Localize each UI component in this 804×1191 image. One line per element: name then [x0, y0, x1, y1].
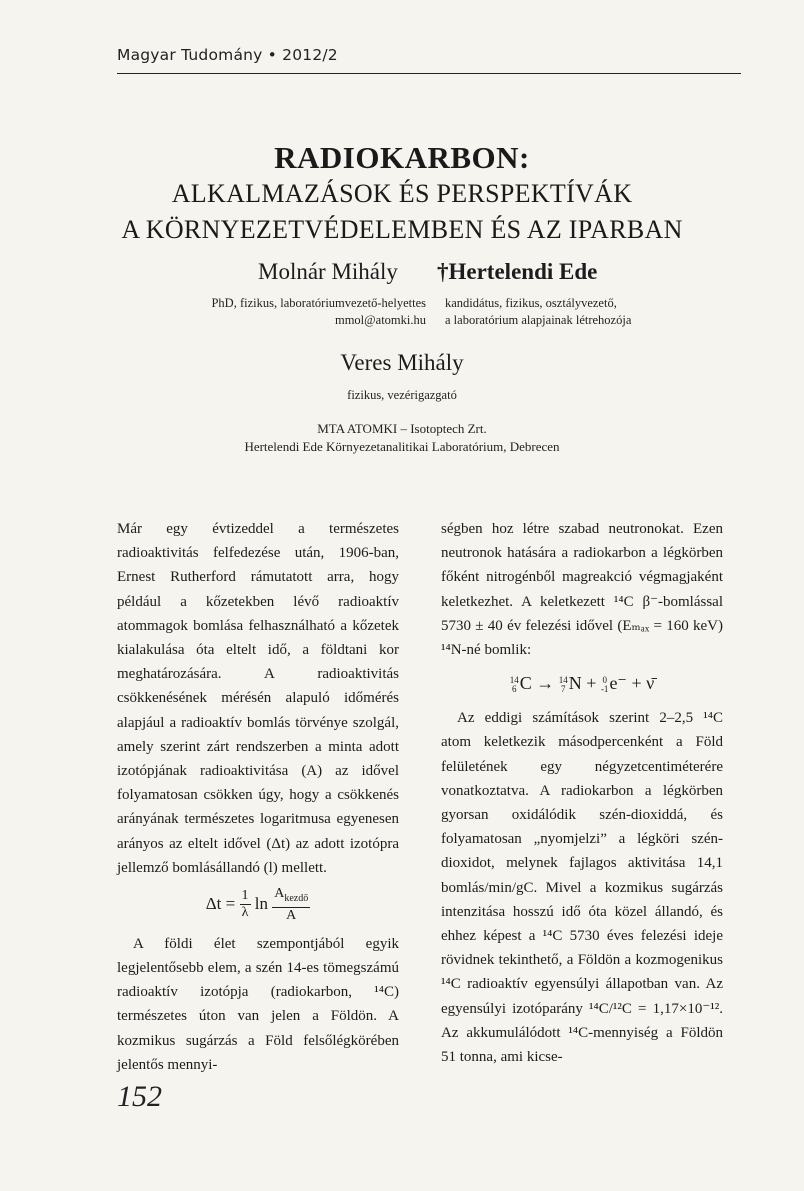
- affil-line: kandidátus, fizikus, osztályvezető,: [445, 296, 617, 310]
- title-line-2: ALKALMAZÁSOK ÉS PERSPEKTÍVÁK: [171, 179, 633, 208]
- paragraph: A földi élet szempontjából egyik legjelentősebb elem, a szén 14-es tömegszámú radioaktív izotópja (radiokarbon, ¹⁴C) természetes úton van jelen a Földön. A kozmikus sugárzás a Föld felsőlégkörében jelentős mennyi-: [117, 935, 399, 1073]
- institution-line-2: Hertelendi Ede Környezetanalitikai Laboratórium, Debrecen: [244, 439, 560, 454]
- mass-number: 14: [558, 675, 568, 686]
- nitrogen-symbol: N: [568, 673, 582, 694]
- title-line-1: RADIOKARBON:: [274, 140, 530, 175]
- decay-formula: [117, 886, 399, 924]
- fraction-activity: [272, 886, 310, 924]
- atomic-number: 7: [561, 684, 566, 695]
- arrow-icon: →: [536, 673, 555, 694]
- title-line-3: A KÖRNYEZETVÉDELEMBEN ÉS AZ IPARBAN: [121, 215, 683, 244]
- page-number: 152: [117, 1080, 162, 1113]
- antineutrino-symbol: ν̄: [646, 673, 655, 694]
- fraction-denominator: λ: [241, 905, 249, 921]
- author-name-molnar: Molnár Mihály: [258, 259, 398, 284]
- formula-lhs: Δt =: [205, 893, 236, 913]
- atomic-number: -1: [600, 684, 609, 695]
- affil-line: a laboratórium alapjainak létrehozója: [445, 313, 632, 327]
- isotope-index: [510, 676, 519, 694]
- mass-number: 14: [509, 675, 519, 686]
- paragraph: ségben hoz létre szabad neutronokat. Ezen neutronok hatására a radiokarbon a légkörben főként nitrogénből magreakció végmagjaként keletkezhet. A keletkezett ¹⁴C β⁻-bomlással 5730 ± 40 év felezési idővel (Eₘₐₓ = 160 keV) ¹⁴N-né bomlik:: [441, 521, 723, 659]
- institution: [0, 420, 804, 456]
- fraction-denominator: A: [286, 907, 297, 923]
- fraction-one-over-lambda: [240, 888, 251, 921]
- isotope-index: [559, 676, 568, 694]
- right-column: [441, 517, 723, 1069]
- ln-symbol: ln: [254, 893, 268, 913]
- plus-sign: +: [631, 673, 642, 694]
- mass-number: 0: [602, 675, 607, 686]
- article-title: [100, 140, 704, 248]
- header-rule: [117, 73, 741, 74]
- a-symbol: A: [274, 886, 285, 902]
- email: mmol@atomki.hu: [334, 313, 426, 327]
- author-affiliation-hertelendi: [445, 295, 631, 329]
- left-column: [117, 517, 399, 1077]
- author-name-veres: Veres Mihály: [340, 350, 464, 375]
- affil-line: PhD, fizikus, laboratóriumvezető-helyettes: [211, 296, 426, 310]
- isotope-index: [601, 676, 609, 694]
- institution-line-1: MTA ATOMKI – Isotoptech Zrt.: [317, 421, 487, 436]
- plus-sign: +: [586, 673, 597, 694]
- fraction-numerator: [272, 886, 310, 908]
- decay-equation: [441, 670, 723, 696]
- atomic-number: 6: [512, 684, 517, 695]
- a-subscript: kezdő: [284, 892, 309, 904]
- electron-symbol: e⁻: [609, 673, 627, 694]
- author-affiliation-molnar: [211, 295, 426, 329]
- fraction-numerator: 1: [241, 888, 249, 904]
- running-head: Magyar Tudomány • 2012/2: [117, 46, 338, 64]
- paragraph: Az eddigi számítások szerint 2–2,5 ¹⁴C atom keletkezik másodpercenként a Föld felületének egy négyzetcentiméterére vonatkoztatva. A radiokarbon a légkörben gyorsan oxidálódik szén-dioxiddá, és folyamatosan „nyomjelzi” a légköri szén-dioxidot, melynek fajlagos aktivitása 14,1 bomlás/min/gC. Mivel a kozmikus sugárzás intenzitása hosszú idő óta közel állandó, és ehhez képest a ¹⁴C 5730 éves felezési ideje rövidnek tekinthető, a Földön a kozmogenikus ¹⁴C radioaktív egyensúlyi állapotban van. Az egyensúlyi izotóparány ¹⁴C/¹²C = 1,17×10⁻¹². Az akkumulálódott ¹⁴C-mennyiség a Földön 51 tonna, ami kicse-: [441, 710, 723, 1066]
- author-name-hertelendi: †Hertelendi Ede: [437, 259, 598, 284]
- carbon-symbol: C: [519, 673, 532, 694]
- author-affiliation-veres: fizikus, vezérigazgató: [347, 388, 457, 402]
- paragraph: Már egy évtizeddel a természetes radioaktivitás felfedezése után, 1906-ban, Ernest Rutherford rámutatott arra, hogy például a kőzetekben lévő radioaktív atommagok bomlása felhasználható a kőzetek kialakulása óta eltelt idő, a földtani kor meghatározására. A radioaktivitás csökkenésének mérésén alapuló időmérés alapjául a radioaktív bomlás törvénye szolgál, amely szerint zárt rendszerben a minta adott izotópjának radioaktivitása (A) az idővel folyamatosan csökken úgy, hogy a csökkenés arányának természetes logaritmusa egyenesen arányos az eltelt idővel (Δt) az adott izotópra jellemző bomlásállandó (l) mellett.: [117, 521, 399, 876]
